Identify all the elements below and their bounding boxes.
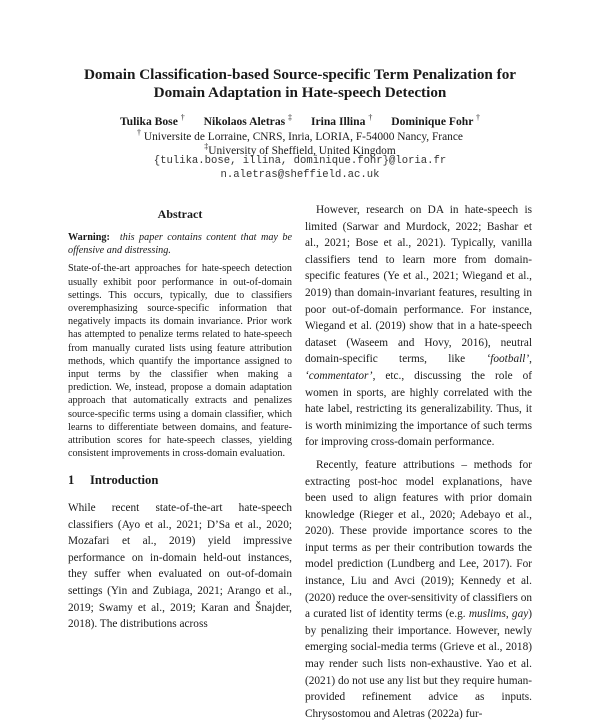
email-line-1: {tulika.bose, illina, dominique.fohr}@loria.fr <box>153 155 447 167</box>
text-run: , <box>529 353 532 366</box>
text-run: Recently, feature attributions – methods for extracting post-hoc model explanations, have been used to align features with prior domain knowledge (Rieger et al., 2020; Adebayo et al., 2020). These provide importance scores to the input terms as per their contribution towards the model prediction (Lundberg and Lee, 2017). For instance, Liu and Avci (2019); Kennedy et al. (2020) reduce the over-sensitivity of classifiers on a curated list of identity terms (e.g. <box>305 458 532 621</box>
author-name: Tulika Bose <box>119 114 178 128</box>
abstract-heading: Abstract <box>157 207 203 221</box>
paragraph: While recent state-of-the-art hate-speech classifiers (Ayo et al., 2021; D’Sa et al., 2020; Mozafari et al., 2019) yield impressive performance on in-domain held-out instances, they suffer when evaluated on out-of-domain settings (Yin and Zubiaga, 2021; Arango et al., 2019; Swamy et al., 2019; Karan and Šnajder, 2018). The distributions across <box>68 502 292 631</box>
email-line-2: n.aletras@sheffield.ac.uk <box>220 169 380 181</box>
affiliation-mark: † <box>368 113 373 122</box>
affiliation-text: University of Sheffield, United Kingdom <box>208 144 396 157</box>
affiliation-mark: ‡ <box>288 113 293 122</box>
text-run: , <box>505 608 512 621</box>
abstract-text: State-of-the-art approaches for hate-speech detection usually exhibit poor performance in out-of-domain settings. This occurs, typically, due to classifiers overemphasizing source-specific information that negatively impacts its domain invariance. Prior work has attempted to penalize terms related to hate-speech from manually curated lists using feature attribution methods, which quantify the importance assigned to input terms by the classifier when making a prediction. We, instead, propose a domain adaptation approach that automatically extracts and penalizes source-specific terms using a domain classifier, which learns to differentiate between domains, and feature-attribution scores for hate-speech classes, yielding consistent improvements in cross-domain evaluation. <box>68 263 292 460</box>
paper-title <box>60 66 540 102</box>
emphasized-term: gay <box>511 608 529 621</box>
text-run: ) by penalizing their importance. However, newly emerging social-media terms (Grieve et al., 2018) may render such lists non-exhaustive. Yao et al. (2021) do not use any list but they require human-provided refinement advice as inputs. Chrysostomou and Aletras (2022a) fur- <box>305 608 532 720</box>
warning-text: this paper contains content that may be offensive and distressing. <box>68 232 292 257</box>
author-name: Dominique Fohr <box>391 114 474 128</box>
emphasized-term: ‘football’ <box>486 353 530 366</box>
section-title: Introduction <box>90 473 159 487</box>
section-number: 1 <box>68 473 75 487</box>
affiliation-text: Universite de Lorraine, CNRS, Inria, LORIA, F-54000 Nancy, France <box>143 130 463 143</box>
abstract-body <box>68 231 292 465</box>
warning-label: Warning: <box>68 232 110 243</box>
emphasized-term: ‘commentator’ <box>305 369 373 382</box>
affiliation-mark: † <box>180 113 185 122</box>
emphasized-term: muslims <box>468 608 506 621</box>
right-column-body <box>305 202 532 728</box>
section-heading-introduction <box>68 473 158 488</box>
affiliation-mark: † <box>476 113 481 122</box>
warning-note <box>68 231 292 257</box>
title-line-2: Domain Adaptation in Hate-speech Detection <box>153 84 447 101</box>
affiliation-mark: † <box>137 128 142 137</box>
author-name: Irina Illina <box>310 114 366 128</box>
paragraph <box>305 457 532 723</box>
affiliation-mark: ‡ <box>204 142 209 151</box>
introduction-body <box>68 500 292 639</box>
text-run: However, research on DA in hate-speech is limited (Sarwar and Murdock, 2022; Bashar et al., 2021; Bose et al., 2021). Typically, vanilla classifiers tend to learn more from domain-specific features (Ye et al., 2021; Wiegand et al., 2019) than domain-invariant features, resulting in poor out-of-domain performance. For instance, Wiegand et al. (2019) show that in a hate-speech dataset (Waseem and Hovy, 2016), neutral domain-specific terms, like <box>305 204 532 366</box>
text-run: , etc., discussing the role of women in sports, are highly correlated with the hate label, restricting its generalizability. Thus, it is worth minimizing the importance of such terms for improving cross-domain performance. <box>305 369 532 449</box>
author-name: Nikolaos Aletras <box>203 114 286 128</box>
title-line-1: Domain Classification-based Source-specific Term Penalization for <box>83 66 517 83</box>
paragraph <box>305 202 532 451</box>
